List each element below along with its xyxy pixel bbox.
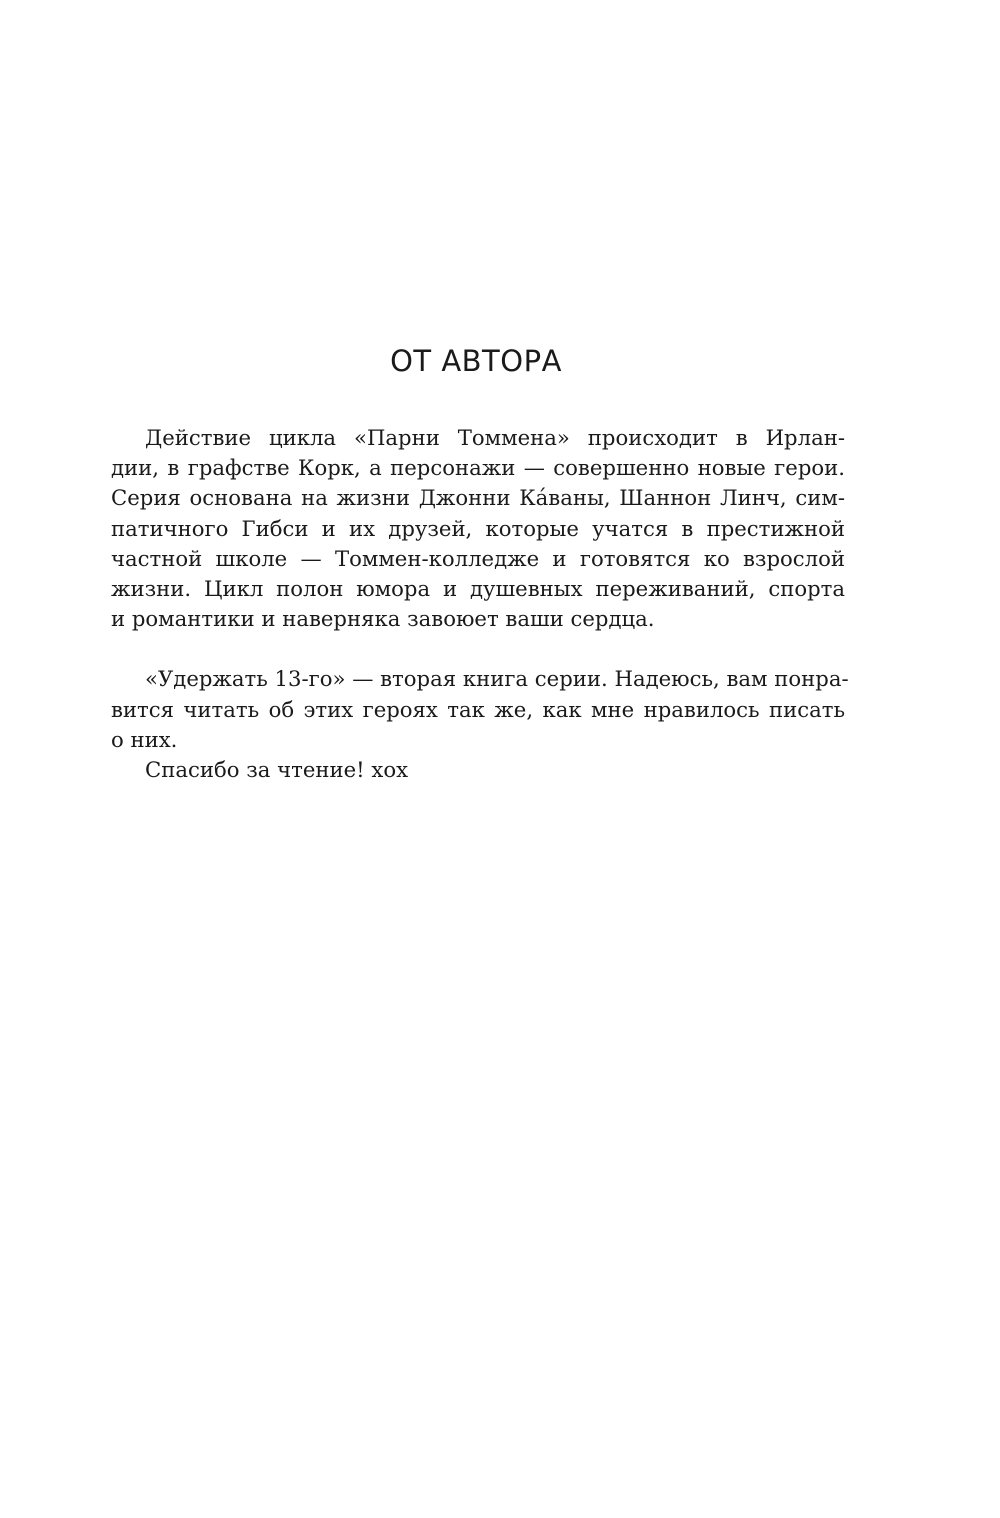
author-note-text — [111, 423, 849, 785]
text-line: «Удержать 13-го» — вторая книга серии. Надеюсь, вам понра- — [145, 666, 849, 692]
paragraph-second-book — [111, 664, 849, 755]
paragraph-spacer — [111, 634, 845, 664]
text-line: жизни. Цикл полон юмора и душевных переживаний, спорта — [111, 575, 845, 601]
paragraph-thanks — [111, 755, 845, 785]
text-line: патичного Гибси и их друзей, которые учатся в престижной — [111, 515, 845, 541]
text-line: и романтики и наверняка завоюет ваши сердца. — [111, 606, 655, 632]
text-line: Спасибо за чтение! xox — [145, 756, 409, 782]
text-line: дии, в графстве Корк, а персонажи — совершенно новые герои. — [111, 455, 845, 481]
text-line: Серия основана на жизни Джонни Ка́ваны, Шаннон Линч, сим- — [111, 485, 845, 511]
text-line: частной школе — Томмен-колледже и готовятся ко взрослой — [111, 545, 845, 571]
paragraph-intro — [111, 423, 845, 634]
page-heading: ОТ АВТОРА — [390, 344, 562, 378]
text-line: Действие цикла «Парни Томмена» происходит в Ирлан- — [145, 425, 845, 450]
text-line: о них. — [111, 726, 178, 752]
text-line: вится читать об этих героях так же, как мне нравилось писать — [111, 696, 845, 722]
